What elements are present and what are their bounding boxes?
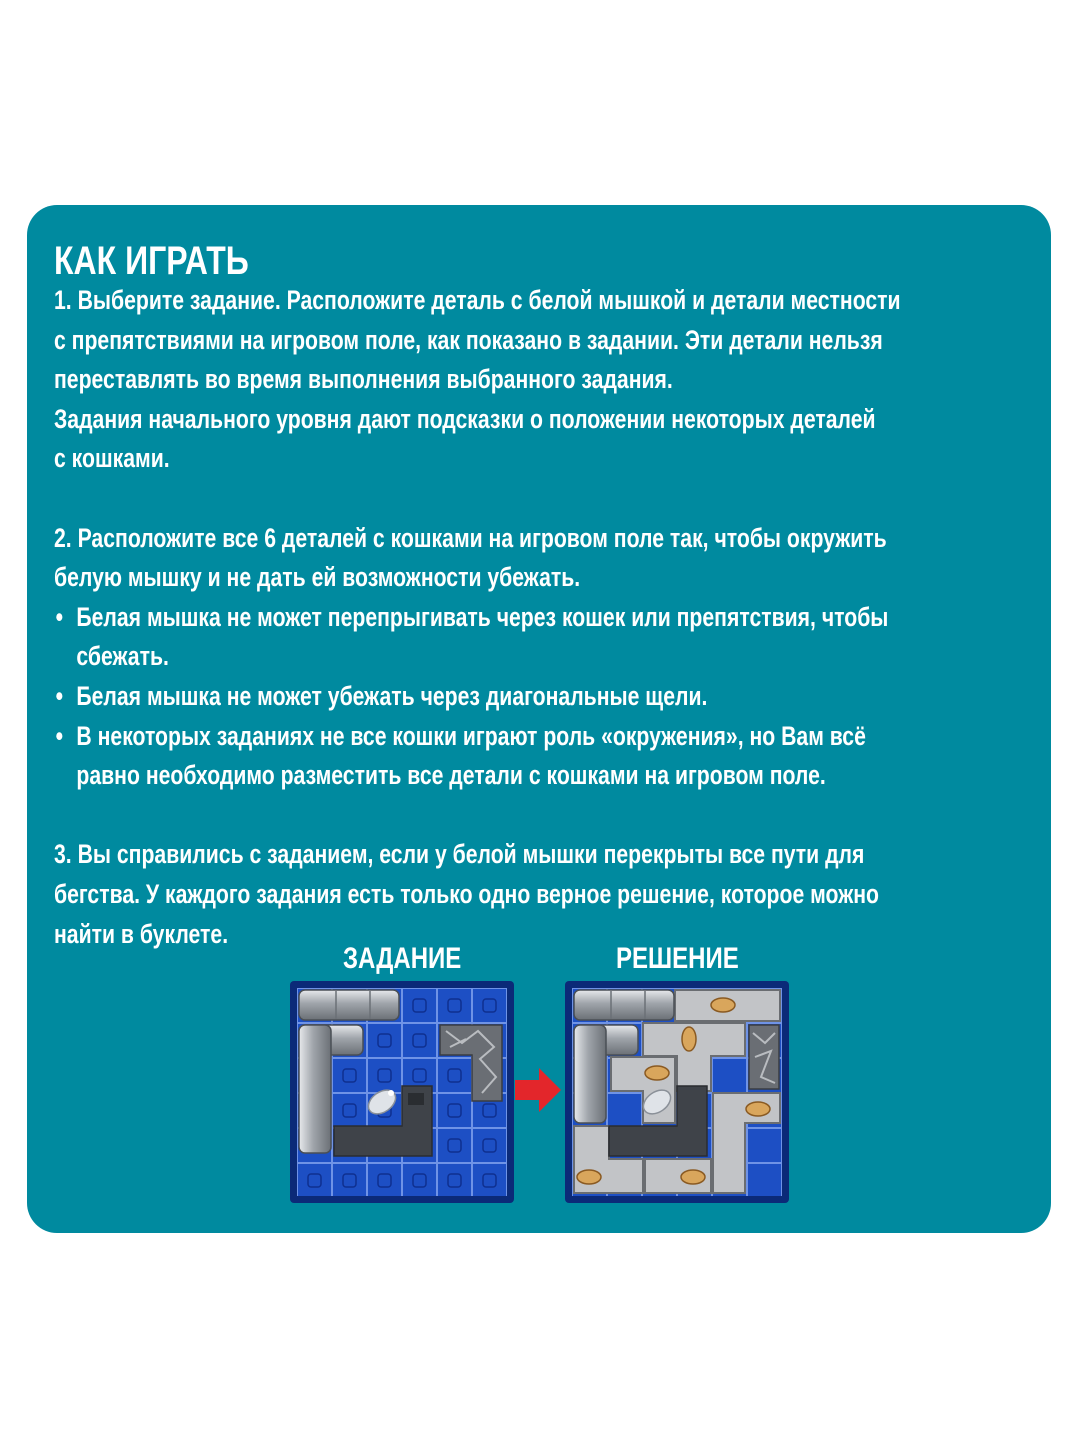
task-board-image	[290, 981, 514, 1203]
instruction-line: бегства. У каждого задания есть только одно верное решение, которое можно	[54, 878, 879, 909]
instruction-line: с кошками.	[54, 443, 170, 474]
instruction-line: переставлять во время выполнения выбранного задания.	[54, 364, 673, 395]
rule-line: Белая мышка не может убежать через диагональные щели.	[76, 680, 708, 711]
instruction-line: с препятствиями на игровом поле, как показано в задании. Эти детали нельзя	[54, 324, 883, 355]
instruction-line: найти в буклете.	[54, 918, 229, 949]
bullet-icon: •	[55, 680, 64, 711]
right-arrow-icon	[515, 1068, 561, 1112]
instructions-text	[54, 281, 998, 954]
page-title: КАК ИГРАТЬ	[54, 239, 249, 283]
rule-line: В некоторых заданиях не все кошки играют роль «окружения», но Вам всё	[76, 720, 866, 751]
rule-bullet	[54, 717, 998, 796]
task-label: ЗАДАНИЕ	[343, 942, 462, 975]
rule-bullet	[54, 598, 998, 677]
bullet-icon: •	[55, 720, 64, 751]
rule-bullet	[54, 677, 998, 717]
rule-line: Белая мышка не может перепрыгивать через кошек или препятствия, чтобы	[76, 601, 889, 632]
instruction-line: белую мышку и не дать ей возможности убежать.	[54, 562, 581, 593]
solution-board-image	[565, 981, 789, 1203]
rule-line: сбежать.	[76, 641, 169, 672]
instruction-line: 1. Выберите задание. Расположите деталь с белой мышкой и детали местности	[54, 285, 901, 315]
instruction-line: 3. Вы справились с заданием, если у белой мышки перекрыты все пути для	[54, 839, 865, 870]
instruction-line: 2. Расположите все 6 деталей с кошками на игровом поле так, чтобы окружить	[54, 522, 887, 553]
rule-line: равно необходимо разместить все детали с кошками на игровом поле.	[76, 760, 826, 791]
instructions-panel	[27, 205, 1051, 1233]
bullet-icon: •	[55, 601, 64, 632]
solution-label: РЕШЕНИЕ	[616, 942, 739, 975]
instruction-line: Задания начального уровня дают подсказки о положении некоторых деталей	[54, 403, 876, 434]
